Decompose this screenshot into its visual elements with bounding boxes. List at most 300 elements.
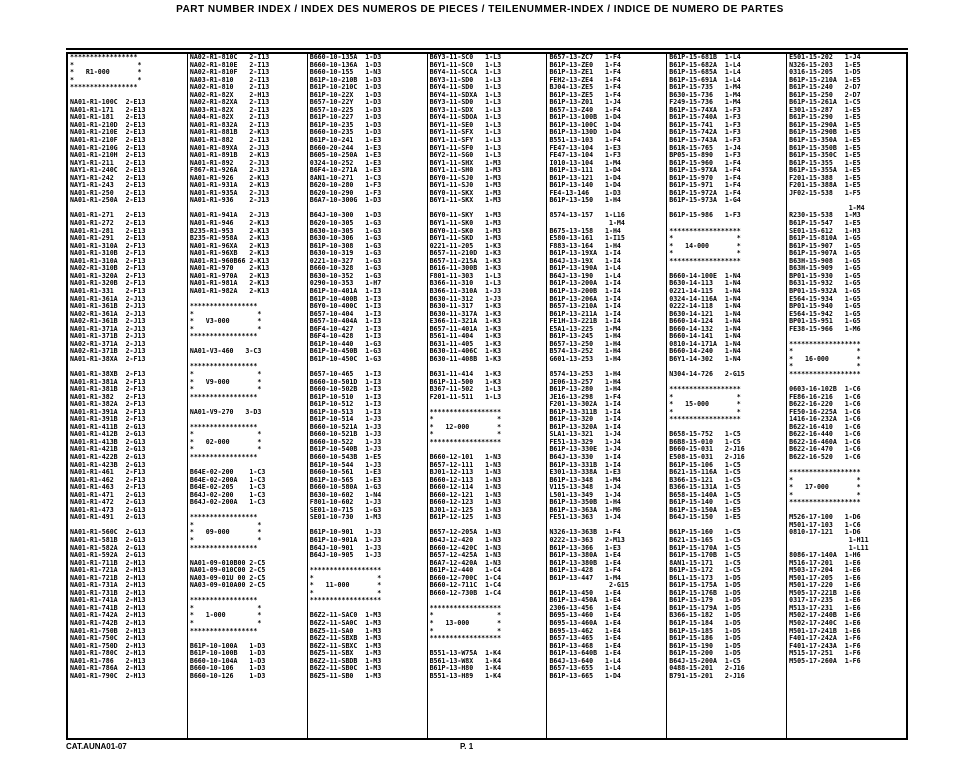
part-entry: B366-15-131A 1-C5 xyxy=(669,483,741,492)
part-entry: E501-15-202 1-J4 xyxy=(789,54,861,61)
part-entry: B61P-15-185 1-D5 xyxy=(669,626,741,635)
section-banner-line: * 1-000 * xyxy=(189,611,262,620)
part-entry: B630-11-408B 1-K3 xyxy=(429,354,502,363)
index-column xyxy=(428,54,548,738)
part-entry: SE01-10-715 1-G3 xyxy=(309,505,382,514)
part-entry: B622-16-410 1-C6 xyxy=(789,422,861,431)
section-banner-line: ***************** xyxy=(189,332,258,341)
part-entry: NA01-R1-38XA 2-F13 xyxy=(70,354,146,363)
part-entry: B61P-10-400B 1-I3 xyxy=(309,294,382,303)
part-entry: NA01-R1-582A 2-G13 xyxy=(70,543,146,552)
part-entry: F249-15-736 1-M4 xyxy=(669,98,741,107)
part-entry: B630-11-406C 1-K3 xyxy=(429,347,502,356)
section-banner-line: * * xyxy=(189,520,262,529)
part-entry: B235-R1-958A 2-K13 xyxy=(189,234,270,243)
part-entry: NA01-R1-100C 2-E13 xyxy=(70,98,146,107)
part-entry: NA02-R1-371B 2-J13 xyxy=(70,347,146,356)
index-block xyxy=(190,424,305,507)
part-entry: B61P-15-240 2-D7 xyxy=(789,83,861,92)
section-banner-line: * * xyxy=(189,385,262,394)
part-entry: NA01-R1-361B 2-J13 xyxy=(70,302,146,311)
index-block xyxy=(549,212,664,363)
part-entry: B61P-13-380A 1-E4 xyxy=(549,551,621,560)
part-entry: NA01-R1-320B 2-F13 xyxy=(70,279,146,288)
part-entry: B61P-13-320A 1-I4 xyxy=(549,422,621,431)
part-entry: B6Z2-11-SB0C 1-M3 xyxy=(309,664,382,673)
part-entry: B61P-15-97XA 1-F4 xyxy=(669,166,741,175)
part-entry: B660-14-100E 1-N4 xyxy=(669,271,741,280)
section-banner-line: ***************** xyxy=(189,626,258,635)
part-entry: NA01-R1-741B 2-H13 xyxy=(70,603,146,612)
part-entry: BP01-15-940 1-G5 xyxy=(789,302,861,311)
part-entry: NA01-R1-790C 2-H13 xyxy=(70,671,146,680)
section-banner-line: * * xyxy=(309,573,382,582)
part-entry: B64J-10-300 1-D3 xyxy=(309,211,382,220)
part-entry: B61P-15-140 1-C5 xyxy=(669,498,741,507)
section-banner-line: * * xyxy=(189,536,262,544)
part-entry: NA01-R1-941A 2-J13 xyxy=(189,211,270,220)
part-entry: B61P-15-160 1-C5 xyxy=(669,528,741,537)
part-entry: NA01-R1-310B 2-F13 xyxy=(70,249,146,258)
part-entry: B61P-10-210B 1-D3 xyxy=(309,75,382,84)
section-banner-line: ***************** xyxy=(189,513,258,522)
part-entry: B6Y1-11-SKD 1-M3 xyxy=(429,234,502,243)
part-entry: B660-12-730B 1-C4 xyxy=(429,588,502,597)
part-entry: B6Z2-11-SA0C 1-M3 xyxy=(309,619,382,628)
part-entry: B61P-13-ZE0 1-F4 xyxy=(549,60,621,69)
part-entry: B660-12-420C 1-N3 xyxy=(429,543,502,552)
section-banner-line: ****************** xyxy=(309,566,382,575)
part-entry: B61P-15-350C 1-E5 xyxy=(789,151,861,160)
part-entry: B61P-15-179A 1-D5 xyxy=(669,603,741,612)
part-entry: NA01-R1-970 2-K13 xyxy=(189,264,270,273)
part-entry: B63H-15-909 1-G5 xyxy=(789,264,861,273)
part-entry: NA01-R1-310A 2-F13 xyxy=(70,241,146,250)
part-entry: B6A7-12-420A 1-N3 xyxy=(429,558,502,567)
part-entry: B660-12-101 1-N3 xyxy=(429,452,502,461)
part-entry: NAY1-R1-240C 2-E13 xyxy=(70,166,146,175)
part-entry: NA01-R1-832A 2-I13 xyxy=(189,120,270,129)
part-entry: B660-12-113 1-N3 xyxy=(429,475,502,484)
part-entry: B61P-13-190A 1-L4 xyxy=(549,264,621,273)
part-entry: M501-17-205 1-E6 xyxy=(789,573,861,582)
part-entry: B622-16-470 1-C6 xyxy=(789,445,861,454)
part-entry: B660-10-155 1-N3 xyxy=(309,68,382,77)
part-entry: B621-15-116A 1-C5 xyxy=(669,468,741,477)
part-entry: NA01-R1-461 2-F13 xyxy=(70,468,146,477)
part-entry: BP01-15-932A 1-G5 xyxy=(789,286,861,295)
part-entry: B61P-13-320 1-I4 xyxy=(549,415,621,424)
part-entry: 1416-16-232A 1-C6 xyxy=(789,415,861,424)
part-entry: B6Y1-11-SF0 1-L3 xyxy=(429,143,502,152)
part-entry: B6Y1-11-SE0 1-L3 xyxy=(429,120,502,129)
part-entry: B6Y0-10-400C 1-I3 xyxy=(309,302,382,311)
part-entry: NA01-R1-382A 2-F13 xyxy=(70,400,146,409)
part-entry: B61P-15-960 1-F4 xyxy=(669,158,741,167)
part-entry: B6Y4-11-SDOA 1-L3 xyxy=(429,113,502,122)
part-entry: B660-12-123 1-N3 xyxy=(429,498,502,507)
part-entry: 0603-16-102B 1-C6 xyxy=(789,385,861,394)
section-banner-line: ***************** xyxy=(70,83,138,92)
part-entry: B61P-13-206A 1-I4 xyxy=(549,294,621,303)
part-entry: M515-17-251 1-F6 xyxy=(789,649,861,658)
part-entry: NA01-R1-741A 2-H13 xyxy=(70,596,146,605)
part-entry: NA01-R1-960B66 2-K13 xyxy=(189,256,270,265)
part-entry: B61P-12-125 1-N3 xyxy=(429,513,502,522)
part-entry: NA01-R1-721A 2-H13 xyxy=(70,566,146,575)
part-entry: B64J-02-200A 1-C3 xyxy=(189,498,266,507)
part-entry: B61P-15-741 1-F3 xyxy=(669,120,741,129)
part-entry: B657-13-ZC7 1-F4 xyxy=(549,54,621,61)
section-banner-line: ***************** xyxy=(189,452,258,461)
part-entry: NA01-R1-250A 2-E13 xyxy=(70,196,146,205)
part-entry: B61P-10-235 1-D3 xyxy=(309,120,382,129)
section-banner-line: * * xyxy=(669,249,741,258)
part-entry: B61P-15-290B 1-E5 xyxy=(789,128,861,137)
part-entry: B61P-15-735 1-M4 xyxy=(669,83,741,92)
part-entry: B63H-15-908 1-G5 xyxy=(789,256,861,265)
part-entry: M516-17-201 1-E6 xyxy=(789,558,861,567)
part-entry: FE38-15-966 1-M6 xyxy=(789,324,861,333)
part-entry: B630-10-352 1-G3 xyxy=(309,271,382,280)
section-banner-line: * * xyxy=(189,309,262,318)
part-entry: NA01-R1-250 2-E13 xyxy=(70,188,146,197)
part-entry: B660-20-244 1-E3 xyxy=(309,143,382,152)
part-entry: NA01-R1-742A 2-H13 xyxy=(70,611,146,620)
part-entry: B6Y0-11-SJ0 1-M3 xyxy=(429,173,502,182)
section-banner-line: * V3-000 * xyxy=(189,317,262,326)
part-entry: NA01-R1-750C 2-H13 xyxy=(70,634,146,643)
part-entry: B61P-13-ZE5 1-F4 xyxy=(549,90,621,99)
page-number: P. 1 xyxy=(460,742,474,751)
part-entry: F201-15-388 1-E5 xyxy=(789,173,861,182)
part-entry: NA01-R1-463 2-F13 xyxy=(70,483,146,492)
part-entry: B631-15-932 1-G5 xyxy=(789,279,861,288)
part-entry: B660-10-126 1-D3 xyxy=(189,671,266,680)
part-entry: 0488-15-201 2-J16 xyxy=(669,664,745,673)
part-entry: B660-10-522 1-J3 xyxy=(309,437,382,446)
part-entry: NA01-R1-936 2-J13 xyxy=(189,196,270,205)
part-entry: B6Y1-11-SFX 1-L3 xyxy=(429,128,502,137)
part-entry: B660-12-121 1-N3 xyxy=(429,490,502,499)
part-entry: B61P-15-685A 1-L4 xyxy=(669,68,741,77)
section-banner-line: * * xyxy=(189,369,262,378)
part-entry: B660-14-240 1-N4 xyxy=(669,347,741,356)
part-entry: F201-15-388A 1-E5 xyxy=(789,181,861,190)
part-entry: B6Z2-11-SBDB 1-M3 xyxy=(309,656,382,665)
section-banner-line: * V9-000 * xyxy=(189,377,262,386)
part-entry: FEH2-13-ZE4 1-F4 xyxy=(549,75,621,84)
section-banner-line: ****************** xyxy=(669,226,741,235)
part-entry: FE51-13-363 1-J4 xyxy=(549,513,621,522)
part-entry: B61P-15-743A 1-F3 xyxy=(669,136,741,145)
part-entry: B675-13-158 1-H4 xyxy=(549,226,621,235)
section-banner-line: ****************** xyxy=(789,498,861,507)
part-entry: B6Y1-11-SHX 1-M3 xyxy=(429,158,502,167)
section-banner-line: * * xyxy=(789,475,861,484)
part-entry: B660-10-521B 1-J3 xyxy=(309,430,382,439)
part-entry: B64J-10-901 1-J3 xyxy=(309,543,382,552)
part-entry: B630-10-306 1-G3 xyxy=(309,234,382,243)
section-banner-line: * 13-000 * xyxy=(429,619,502,628)
part-entry: B622-16-220 1-C6 xyxy=(789,400,861,409)
part-entry: B61P-15-210A 1-E5 xyxy=(789,75,861,84)
index-block xyxy=(549,54,664,205)
part-entry: NA01-R1-331 2-F13 xyxy=(70,286,146,295)
part-entry: B660-10-543B 1-E5 xyxy=(309,452,382,461)
part-entry: B6Y0-11-SK0 1-M3 xyxy=(429,226,502,235)
part-entry: M503-17-204 1-E6 xyxy=(789,566,861,575)
part-entry: NA02-R1-371A 2-J13 xyxy=(70,339,146,348)
section-banner-line: * * xyxy=(70,75,142,84)
part-entry: 8AN1-15-171 1-C5 xyxy=(669,558,741,567)
part-entry: NA01-09-010B00 2-C5 xyxy=(189,558,266,567)
catalog-code: CAT.AUNA01-07 xyxy=(66,742,127,751)
part-entry: B657-10-465 1-I3 xyxy=(309,369,382,378)
part-entry: B61P-13-330E 1-J4 xyxy=(549,445,621,454)
part-entry: B660-12-700C 1-C4 xyxy=(429,573,502,582)
part-entry: B660-10-521A 1-J3 xyxy=(309,422,382,431)
part-entry: BJ01-12-113 1-N3 xyxy=(429,468,502,477)
part-entry: B6F4-10-427 1-I3 xyxy=(309,324,382,333)
part-entry: NA01-R1-310A 2-F13 xyxy=(70,256,146,265)
part-entry: B630-15-736 1-M4 xyxy=(669,90,741,99)
part-entry: B630-11-312 1-J3 xyxy=(429,294,502,303)
part-entry: B64J-15-200A 1-C5 xyxy=(669,656,741,665)
part-entry: B61P-13-150 1-H4 xyxy=(549,196,621,205)
part-entry: E301-13-338A 1-E3 xyxy=(549,468,621,477)
part-entry: B61P-15-907A 1-G5 xyxy=(789,249,861,258)
index-column xyxy=(308,54,428,738)
part-entry: NA01-R1-181 2-E13 xyxy=(70,113,146,122)
section-banner-line: ****************** xyxy=(669,385,741,394)
part-entry: B658-15-140A 1-C5 xyxy=(669,490,741,499)
section-banner-line: * 09-000 * xyxy=(189,528,262,537)
part-entry: NA01-R1-491 2-G13 xyxy=(70,513,146,522)
part-entry: 1-L11 xyxy=(789,543,869,552)
section-banner-line: * * xyxy=(189,603,262,612)
part-entry: 1-H11 xyxy=(789,536,869,544)
part-entry: B61P-15-355 1-E5 xyxy=(789,158,861,167)
part-entry: 0324-14-116A 1-N4 xyxy=(669,294,741,303)
part-entry: 0221-11-205 1-K3 xyxy=(429,241,502,250)
part-entry: B695-13-460A 1-E4 xyxy=(549,619,621,628)
part-entry: B657-10-225 1-D3 xyxy=(309,105,382,114)
part-entry: B61P-10-513 1-I3 xyxy=(309,407,382,416)
index-block xyxy=(190,514,305,589)
part-entry: NA01-R1-946 2-K13 xyxy=(189,219,270,228)
part-entry: B61P-15-172 1-C5 xyxy=(669,566,741,575)
part-entry: NA03-R1-82X 2-I13 xyxy=(189,105,270,114)
part-entry: E564-15-942 1-G5 xyxy=(789,309,861,318)
part-entry: NA01-R1-472 2-G13 xyxy=(70,498,146,507)
part-entry: B630-10-319 1-G3 xyxy=(309,249,382,258)
part-entry: NA01-R1-171 2-E13 xyxy=(70,105,146,114)
part-entry: N326-15-203 1-E5 xyxy=(789,60,861,69)
part-entry: B6Y4-11-SCCA 1-L3 xyxy=(429,68,502,77)
part-entry: B366-11-310 1-L3 xyxy=(429,279,502,288)
part-entry: B657-10-404A 1-I3 xyxy=(309,317,382,326)
part-entry: B367-11-502 1-L3 xyxy=(429,385,502,394)
index-block xyxy=(190,597,305,680)
part-entry: B660-10-502B 1-I3 xyxy=(309,385,382,394)
index-block xyxy=(430,54,545,205)
part-entry: B61P-11-500 1-K3 xyxy=(429,377,502,386)
part-entry: M505-17-221B 1-E6 xyxy=(789,588,861,597)
part-entry: B61P-15-973A 1-G4 xyxy=(669,196,741,205)
part-entry: M502-17-240C 1-E6 xyxy=(789,619,861,628)
part-entry: NA01-R1-210H 2-E13 xyxy=(70,151,146,160)
part-entry: NAY1-R1-211 2-E13 xyxy=(70,158,146,167)
part-entry: V115-13-348 1-J4 xyxy=(549,483,621,492)
index-block xyxy=(70,54,185,92)
section-banner-line: * 14-000 * xyxy=(669,241,741,250)
part-entry: FE47-13-104 1-F3 xyxy=(549,151,621,160)
part-entry: B61P-15-972A 1-F4 xyxy=(669,188,741,197)
index-block xyxy=(549,371,664,522)
part-entry: B61P-15-350B 1-E5 xyxy=(789,143,861,152)
part-entry: B657-12-205A 1-N3 xyxy=(429,528,502,537)
part-entry: B61P-13-Z01 1-J4 xyxy=(549,98,621,107)
part-entry: B6Y1-11-SH0 1-M3 xyxy=(429,166,502,175)
part-entry: B61P-13-140 1-D4 xyxy=(549,181,621,190)
part-entry: B6B8-15-010 1-C5 xyxy=(669,437,741,446)
part-entry: M501-17-241B 1-E6 xyxy=(789,626,861,635)
section-banner-line: * * xyxy=(189,430,262,439)
section-banner-line: * 02-000 * xyxy=(189,437,262,446)
part-entry: B61P-13-19XA 1-I4 xyxy=(549,249,621,258)
section-banner-line: * * xyxy=(309,588,382,597)
part-entry: B61P-13-100C 1-D4 xyxy=(549,120,621,129)
part-entry: 1-M4 xyxy=(549,219,625,228)
section-banner-line: * * xyxy=(669,392,741,401)
part-entry: 8574-13-157 1-L16 xyxy=(549,211,625,220)
index-block xyxy=(789,514,904,665)
part-entry: NA02-R1-310B 2-F13 xyxy=(70,264,146,273)
index-column xyxy=(547,54,667,738)
part-entry: B6Y2-11-SG0 1-L3 xyxy=(429,151,502,160)
part-entry: NA01-R1-391B 2-F13 xyxy=(70,415,146,424)
part-entry: 0317-17-235 1-E6 xyxy=(789,596,861,605)
part-entry: NA03-09-01U 00 2-C5 xyxy=(189,573,266,582)
part-entry: NA01-R1-271 2-E13 xyxy=(70,211,146,220)
part-entry: BP01-15-951 1-G5 xyxy=(789,317,861,326)
part-entry: JE16-13-298 1-F4 xyxy=(549,392,621,401)
part-entry: B657-13-250 1-H4 xyxy=(549,339,621,348)
part-entry: B61P-15-350A 1-E5 xyxy=(789,136,861,145)
part-entry: NA01-R1-361A 2-J13 xyxy=(70,294,146,303)
part-entry: 0222-14-118 1-N4 xyxy=(669,302,741,311)
part-entry: B61P-15-190 1-D5 xyxy=(669,641,741,650)
part-entry: B620-10-280 1-F3 xyxy=(309,181,382,190)
part-entry: N326-13-363B 1-F4 xyxy=(549,528,621,537)
section-banner-line: * * xyxy=(429,626,502,635)
part-entry: B61P-15-176B 1-D5 xyxy=(669,588,741,597)
index-block xyxy=(430,212,545,363)
part-entry: 8086-17-140A 1-H6 xyxy=(789,551,861,560)
part-entry: NA01-R1-382 2-F13 xyxy=(70,392,146,401)
section-banner-line: * * xyxy=(789,347,861,356)
part-entry: B61P-13-311B 1-I4 xyxy=(549,407,621,416)
part-entry: F201-13-302A 1-I4 xyxy=(549,400,621,409)
section-banner-line: ***************** xyxy=(189,302,258,311)
part-entry: B64E-02-200 1-C3 xyxy=(189,468,266,477)
part-entry: NA01-R1-982A 2-K13 xyxy=(189,286,270,295)
part-entry: B605-10-250A 1-E3 xyxy=(309,151,382,160)
part-entry: 2-G15 xyxy=(549,581,629,590)
part-entry: FE50-16-225A 1-C6 xyxy=(789,407,861,416)
part-entry: B64J-02-200 1-C3 xyxy=(189,490,266,499)
part-entry: NA02-R1-82XA 2-I13 xyxy=(189,98,270,107)
index-block xyxy=(190,212,305,295)
part-entry: NA01-R1-371A 2-J13 xyxy=(70,324,146,333)
section-banner-line: ****************** xyxy=(789,339,861,348)
part-entry: B61P-15-682A 1-L4 xyxy=(669,60,741,69)
part-entry: NA01-R1-560C 2-G13 xyxy=(70,528,146,537)
part-entry: B64J-12-420 1-N3 xyxy=(429,536,502,544)
part-entry: B6Y0-11-SKY 1-M3 xyxy=(429,211,502,220)
page-header-title: PART NUMBER INDEX / INDEX DES NUMEROS DE PIECES / TEILENUMMER-INDEX / INDICE DE NUMERO DE PARTES xyxy=(176,4,784,15)
section-banner-line: * * xyxy=(189,324,262,333)
part-entry: F401-17-243A 1-F6 xyxy=(789,641,861,650)
part-entry: NA02-R1-810E 2-I13 xyxy=(189,60,270,69)
part-entry: B6Y1-11-SK0 1-M3 xyxy=(429,219,502,228)
part-entry: B574-13-252 1-H4 xyxy=(549,347,621,356)
part-entry: B630-14-113 1-N4 xyxy=(669,279,741,288)
part-entry: B660-12-711C 1-C4 xyxy=(429,581,502,590)
part-entry: NA01-R1-210G 2-E13 xyxy=(70,143,146,152)
part-entry: B6Y1-11-SC0 1-L3 xyxy=(429,60,502,69)
index-block xyxy=(310,529,425,680)
top-rule xyxy=(66,48,908,50)
part-entry: B366-15-121 1-C5 xyxy=(669,475,741,484)
part-entry: NA02-R1-810 2-I13 xyxy=(189,83,270,92)
part-entry: NA02-R1-810F 2-I13 xyxy=(189,68,270,77)
part-entry: B561-11-404 1-K3 xyxy=(429,332,502,341)
index-block xyxy=(789,386,904,507)
part-entry: B64J-15-150 1-E5 xyxy=(669,513,741,522)
part-entry: NA01-R1-272 2-E13 xyxy=(70,219,146,228)
section-banner-line: * 16-000 * xyxy=(789,354,861,363)
part-entry: B6Y1-11-SJ0 1-M3 xyxy=(429,181,502,190)
part-entry: 2306-13-456 1-E4 xyxy=(549,603,621,612)
section-banner-line: ****************** xyxy=(429,634,502,643)
section-banner-line: ****************** xyxy=(429,603,502,612)
part-entry: E580-13-161 1-I15 xyxy=(549,234,625,243)
part-entry: E366-11-321A 1-K3 xyxy=(429,317,502,326)
part-entry: B64J-10-905 1-J3 xyxy=(309,551,382,560)
index-block xyxy=(669,371,784,522)
part-entry: NA01-R1-935A 2-J13 xyxy=(189,188,270,197)
index-block xyxy=(430,371,545,522)
part-entry: B61P-13-428 1-F4 xyxy=(549,566,621,575)
part-entry: NA01-R1-381A 2-F13 xyxy=(70,377,146,386)
part-entry: B657-11-215A 1-K3 xyxy=(429,256,502,265)
part-entry: NA01-R1-462 2-F13 xyxy=(70,475,146,484)
part-entry: B61P-15-355A 1-E5 xyxy=(789,166,861,175)
part-entry: B61P-13-111 1-D4 xyxy=(549,166,621,175)
part-entry: B61P-13-350B 1-H4 xyxy=(549,498,621,507)
part-entry: NA01-R1-391A 2-F13 xyxy=(70,407,146,416)
part-entry: B657-11-210D 1-K3 xyxy=(429,249,502,258)
part-entry: B61P-13-245 1-H4 xyxy=(549,332,621,341)
part-entry: M513-17-231 1-E6 xyxy=(789,603,861,612)
section-banner-line: * * xyxy=(669,234,741,243)
part-entry: NA01-R1-96XB 2-K13 xyxy=(189,249,270,258)
part-entry: B61P-10-440 1-G3 xyxy=(309,339,382,348)
part-entry: B6Y1-11-SFY 1-L3 xyxy=(429,136,502,145)
part-entry: M501-17-103 1-C6 xyxy=(789,520,861,529)
